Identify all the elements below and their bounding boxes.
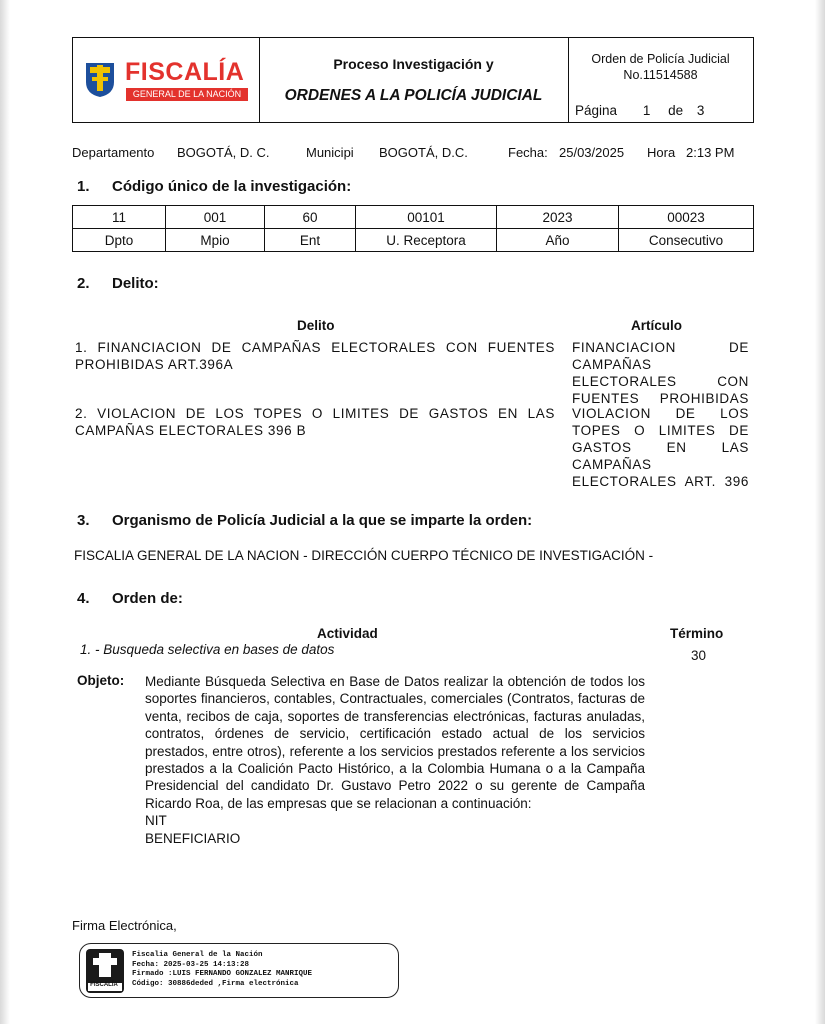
municipality-label: Municipi: [306, 145, 354, 160]
code-receptora: 00101: [356, 206, 497, 229]
signature-line-4: Código: 30886deded ,Firma electrónica: [132, 979, 299, 988]
date-value: 25/03/2025: [559, 145, 625, 160]
page-label: Página: [575, 103, 618, 118]
investigation-code-table: [72, 205, 754, 252]
label-consecutivo: Consecutivo: [619, 229, 754, 252]
actividad-column-header: Actividad: [317, 626, 378, 641]
page-current: 1: [642, 103, 651, 118]
label-dpto: Dpto: [73, 229, 166, 252]
termino-column-header: Término: [670, 626, 724, 641]
code-values-row: [73, 206, 754, 229]
signature-line-2: Fecha: 2025-03-25 14:13:28: [132, 960, 250, 969]
code-consecutivo: 00023: [619, 206, 754, 229]
fiscalia-shield-icon: [85, 62, 115, 98]
delito-column-header: Delito: [297, 318, 335, 333]
header-order-cell: [568, 38, 753, 122]
logo-name: FISCALÍA: [125, 58, 245, 86]
label-ent: Ent: [265, 229, 356, 252]
activity-term: 30: [691, 648, 707, 663]
stamp-logo-text: FISCALÍA: [90, 982, 118, 988]
time-value: 2:13 PM: [686, 145, 735, 160]
header-logo-cell: [73, 38, 260, 122]
articulo-item-1: FINANCIACION DE CAMPAÑAS ELECTORALES CON FUENTES PROHIBIDAS: [572, 340, 749, 406]
page-total: 3: [696, 103, 705, 118]
section3-title: Organismo de Policía Judicial a la que se imparte la orden:: [112, 512, 533, 529]
signature-line-3: Firmado :LUIS FERNANDO GONZALEZ MANRIQUE: [132, 970, 313, 978]
label-anio: Año: [497, 229, 619, 252]
time-label: Hora: [647, 145, 676, 160]
delito-item-2: 2. VIOLACION DE LOS TOPES O LIMITES DE GASTOS EN LAS CAMPAÑAS ELECTORALES 396 B: [75, 406, 555, 438]
header-title-cell: [259, 38, 569, 122]
objeto-text-block: [145, 673, 645, 847]
section2-number: 2.: [77, 275, 90, 292]
section2-title: Delito:: [112, 275, 159, 292]
section1-title: Código único de la investigación:: [112, 178, 352, 195]
code-dpto: 11: [73, 206, 166, 229]
municipality-value: BOGOTÁ, D.C.: [379, 145, 468, 160]
code-mpio: 001: [166, 206, 265, 229]
articulo-item-2: VIOLACION DE LOS TOPES O LIMITES DE GASTOS EN LAS CAMPAÑAS ELECTORALES ART. 396: [572, 406, 749, 489]
objeto-line-nit: NIT: [145, 813, 167, 829]
signature-label: Firma Electrónica,: [72, 918, 177, 933]
order-number: No.11514588: [623, 68, 698, 82]
electronic-signature-stamp: [79, 943, 399, 998]
objeto-line-beneficiario: BENEFICIARIO: [145, 830, 241, 846]
date-label: Fecha:: [508, 145, 548, 160]
order-label: Orden de Policía Judicial: [591, 52, 730, 66]
dept-value: BOGOTÁ, D. C.: [177, 145, 270, 160]
page-of: de: [668, 103, 684, 118]
code-anio: 2023: [497, 206, 619, 229]
process-title: Proceso Investigación y: [333, 56, 494, 72]
logo-subtitle: GENERAL DE LA NACIÓN: [126, 88, 248, 101]
section4-title: Orden de:: [112, 590, 183, 607]
dept-label: Departamento: [72, 145, 155, 160]
document-header: [72, 37, 754, 123]
delito-item-1: 1. FINANCIACION DE CAMPAÑAS ELECTORALES CON FUENTES PROHIBIDAS ART.396A: [75, 340, 555, 372]
label-mpio: Mpio: [166, 229, 265, 252]
activity-item: 1. - Busqueda selectiva en bases de datos: [80, 642, 335, 657]
document-title: ORDENES A LA POLICÍA JUDICIAL: [284, 87, 543, 104]
code-ent: 60: [265, 206, 356, 229]
label-receptora: U. Receptora: [356, 229, 497, 252]
page-shadow-right: [815, 0, 825, 1024]
code-labels-row: [73, 229, 754, 252]
signature-details: [132, 951, 312, 989]
articulo-column-header: Artículo: [631, 318, 683, 333]
police-organism: FISCALIA GENERAL DE LA NACION - DIRECCIÓN CUERPO TÉCNICO DE INVESTIGACIÓN -: [74, 548, 654, 563]
section4-number: 4.: [77, 590, 90, 607]
signature-line-1: Fiscalia General de la Nación: [132, 951, 263, 959]
page-shadow-left: [0, 0, 10, 1024]
page-indicator: [575, 103, 704, 118]
objeto-label: Objeto:: [77, 673, 125, 688]
section1-number: 1.: [77, 178, 90, 195]
objeto-text: Mediante Búsqueda Selectiva en Base de Datos realizar la obtención de todos los soportes financieros, contables, Contractuales, comerciales (Contratos, facturas de venta, recibos de caja, soportes de transferencias electrónicas, facturas anuladas, contratos, órdenes de servicio, certificación estado actual de los servicios prestados, entre otros), referente a los servicios prestados referente a los servicios prestados a la Coalición Pacto Histórico, a la Colombia Humana o a la Campaña Presidencial del candidato Dr. Gustavo Petro 2022 o su gerente de Campaña Ricardo Roa, de las empresas que se relacionan a continuación:: [145, 674, 645, 811]
section3-number: 3.: [77, 512, 90, 529]
